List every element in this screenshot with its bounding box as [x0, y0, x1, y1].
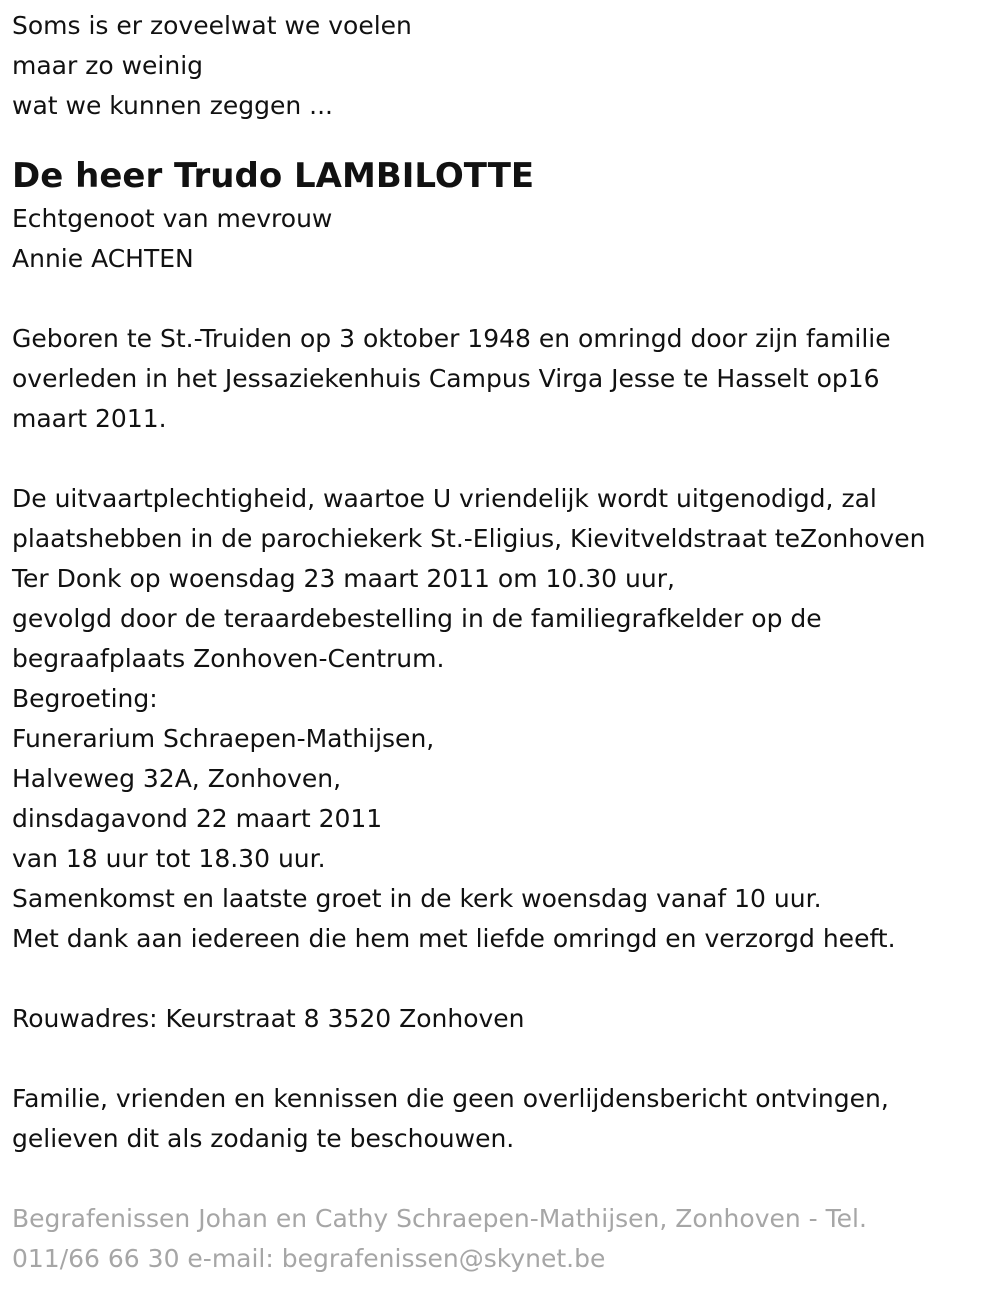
spacer [12, 279, 988, 319]
spacer [12, 1159, 988, 1199]
spouse-line: Echtgenoot van mevrouw [12, 204, 333, 233]
spacer [12, 1039, 988, 1079]
ceremony-line: Funerarium Schraepen-Mathijsen, [12, 724, 435, 753]
footer-line: 011/66 66 30 e-mail: begrafenissen@skynet.be [12, 1244, 606, 1273]
spouse-line: Annie ACHTEN [12, 244, 194, 273]
ceremony-line: Samenkomst en laatste groet in de kerk woensdag vanaf 10 uur. [12, 884, 822, 913]
ceremony-line: gevolgd door de teraardebestelling in de familiegrafkelder op de [12, 604, 822, 633]
ceremony-line: plaatshebben in de parochiekerk St.-Eligius, Kievitveldstraat teZonhoven [12, 524, 926, 553]
ceremony-line: dinsdagavond 22 maart 2011 [12, 804, 383, 833]
quote-line: Soms is er zoveelwat we voelen [12, 11, 412, 40]
ceremony-paragraph [12, 479, 988, 959]
mourning-address: Rouwadres: Keurstraat 8 3520 Zonhoven [12, 1004, 525, 1033]
birth-death-line: Geboren te St.-Truiden op 3 oktober 1948 en omringd door zijn familie [12, 324, 891, 353]
spouse-info [12, 199, 988, 279]
birth-death-paragraph [12, 319, 988, 439]
footer-line: Begrafenissen Johan en Cathy Schraepen-Mathijsen, Zonhoven - Tel. [12, 1204, 867, 1233]
notice-line: Familie, vrienden en kennissen die geen overlijdensbericht ontvingen, [12, 1084, 889, 1113]
ceremony-line: De uitvaartplechtigheid, waartoe U vriendelijk wordt uitgenodigd, zal [12, 484, 877, 513]
quote-line: maar zo weinig [12, 51, 204, 80]
ceremony-line: van 18 uur tot 18.30 uur. [12, 844, 326, 873]
quote-line: wat we kunnen zeggen ... [12, 91, 333, 120]
ceremony-line: Ter Donk op woensdag 23 maart 2011 om 10.30 uur, [12, 564, 675, 593]
opening-quote [12, 6, 988, 126]
notice-paragraph [12, 1079, 988, 1159]
ceremony-line: Halveweg 32A, Zonhoven, [12, 764, 342, 793]
spacer [12, 439, 988, 479]
birth-death-line: overleden in het Jessaziekenhuis Campus Virga Jesse te Hasselt op16 [12, 364, 880, 393]
spacer [12, 959, 988, 999]
ceremony-line: Met dank aan iedereen die hem met liefde omringd en verzorgd heeft. [12, 924, 896, 953]
notice-line: gelieven dit als zodanig te beschouwen. [12, 1124, 515, 1153]
undertaker-footer [12, 1199, 988, 1279]
birth-death-line: maart 2011. [12, 404, 167, 433]
deceased-name: De heer Trudo LAMBILOTTE [12, 156, 535, 196]
ceremony-line: begraafplaats Zonhoven-Centrum. [12, 644, 445, 673]
ceremony-line: Begroeting: [12, 684, 158, 713]
